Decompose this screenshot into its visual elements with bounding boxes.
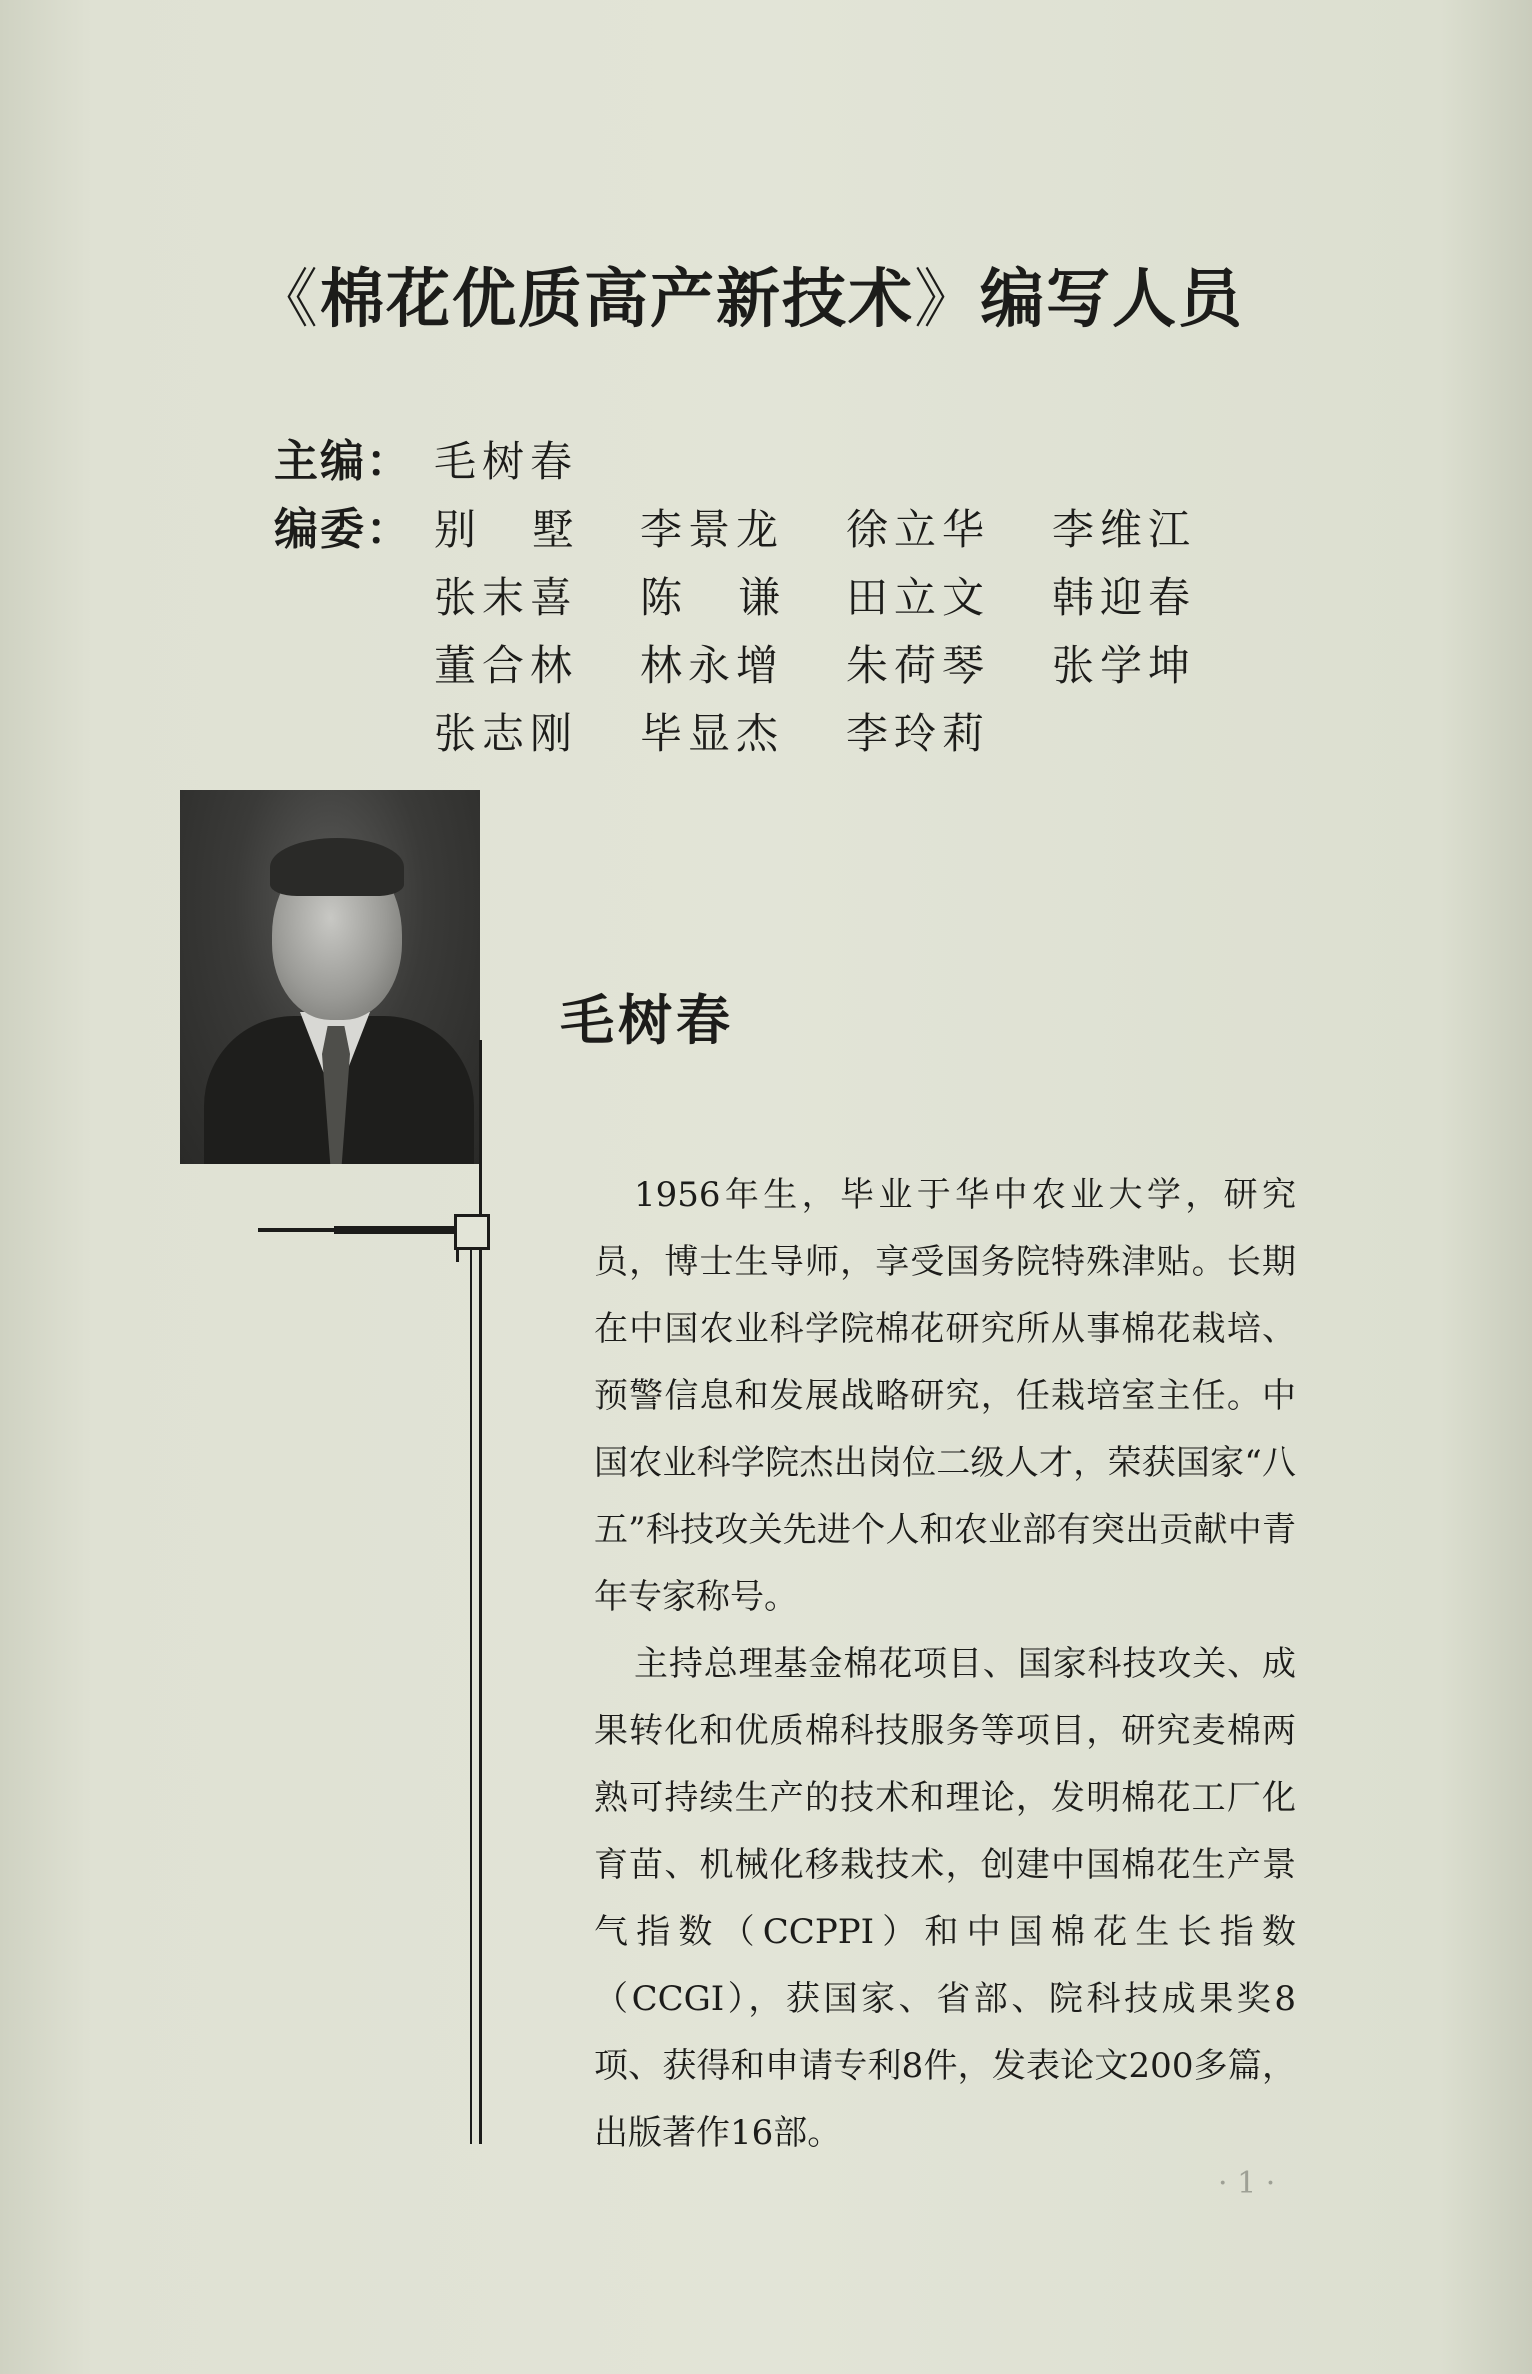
board-row-2 [274, 564, 1258, 632]
decorative-horizontal-bar [334, 1226, 454, 1234]
author-portrait-photo [180, 790, 480, 1164]
chief-editor-name: 毛树春 [434, 437, 579, 486]
board-row-4 [274, 700, 1258, 768]
board-member: 韩迎春 [1052, 573, 1197, 622]
title-open-bracket: 《 [254, 263, 320, 337]
page-number: · 1 · [1218, 2166, 1276, 2201]
title-suffix: 编写人员 [980, 263, 1244, 337]
board-member: 李维江 [1052, 505, 1197, 554]
title-close-bracket: 》 [914, 263, 980, 337]
board-member: 别墅 [434, 505, 631, 554]
board-member: 朱荷琴 [846, 641, 991, 690]
board-row-3 [274, 632, 1258, 700]
board-label: 编委： [274, 504, 412, 555]
decorative-vertical-line [479, 1040, 482, 2144]
bio-paragraph-1: 1956年生，毕业于华中农业大学，研究员，博士生导师，享受国务院特殊津贴。长期在中国农业科学院棉花研究所从事棉花栽培、预警信息和发展战略研究，任栽培室主任。中国农业科学院杰出岗位二级人才，荣获国家“八五”科技攻关先进个人和农业部有突出贡献中青年专家称号。 [594, 1175, 1296, 1617]
decorative-vertical-line-inner [470, 1250, 472, 2144]
board-member: 张学坤 [1052, 641, 1197, 690]
bio-paragraph-2: 主持总理基金棉花项目、国家科技攻关、成果转化和优质棉科技服务等项目，研究麦棉两熟可持续生产的技术和理论，发明棉花工厂化育苗、机械化移栽技术，创建中国棉花生产景气指数（CCPPI）和中国棉花生长指数（CCGI），获国家、省部、院科技成果奖8项、获得和申请专利8件，发表论文200多篇，出版著作16部。 [594, 1644, 1296, 2153]
bio-author-name: 毛树春 [560, 989, 734, 1052]
board-member: 徐立华 [846, 505, 991, 554]
board-member: 田立文 [846, 573, 991, 622]
board-member: 李玲莉 [846, 709, 991, 758]
book-title: 棉花优质高产新技术 [320, 263, 914, 337]
author-biography [594, 1162, 1296, 2167]
board-row-1 [274, 496, 1258, 564]
board-member: 董合林 [434, 641, 579, 690]
board-member: 陈谦 [640, 573, 837, 622]
board-member: 林永增 [640, 641, 785, 690]
chief-editor-label: 主编： [274, 436, 412, 487]
board-member: 毕显杰 [640, 709, 785, 758]
decorative-square [454, 1214, 490, 1250]
chief-editor-row [274, 428, 1258, 496]
credits-block [274, 428, 1258, 768]
board-member: 李景龙 [640, 505, 785, 554]
board-member: 张末喜 [434, 573, 579, 622]
portrait-hair [270, 838, 404, 896]
board-member: 张志刚 [434, 709, 579, 758]
page-title [254, 248, 1294, 340]
